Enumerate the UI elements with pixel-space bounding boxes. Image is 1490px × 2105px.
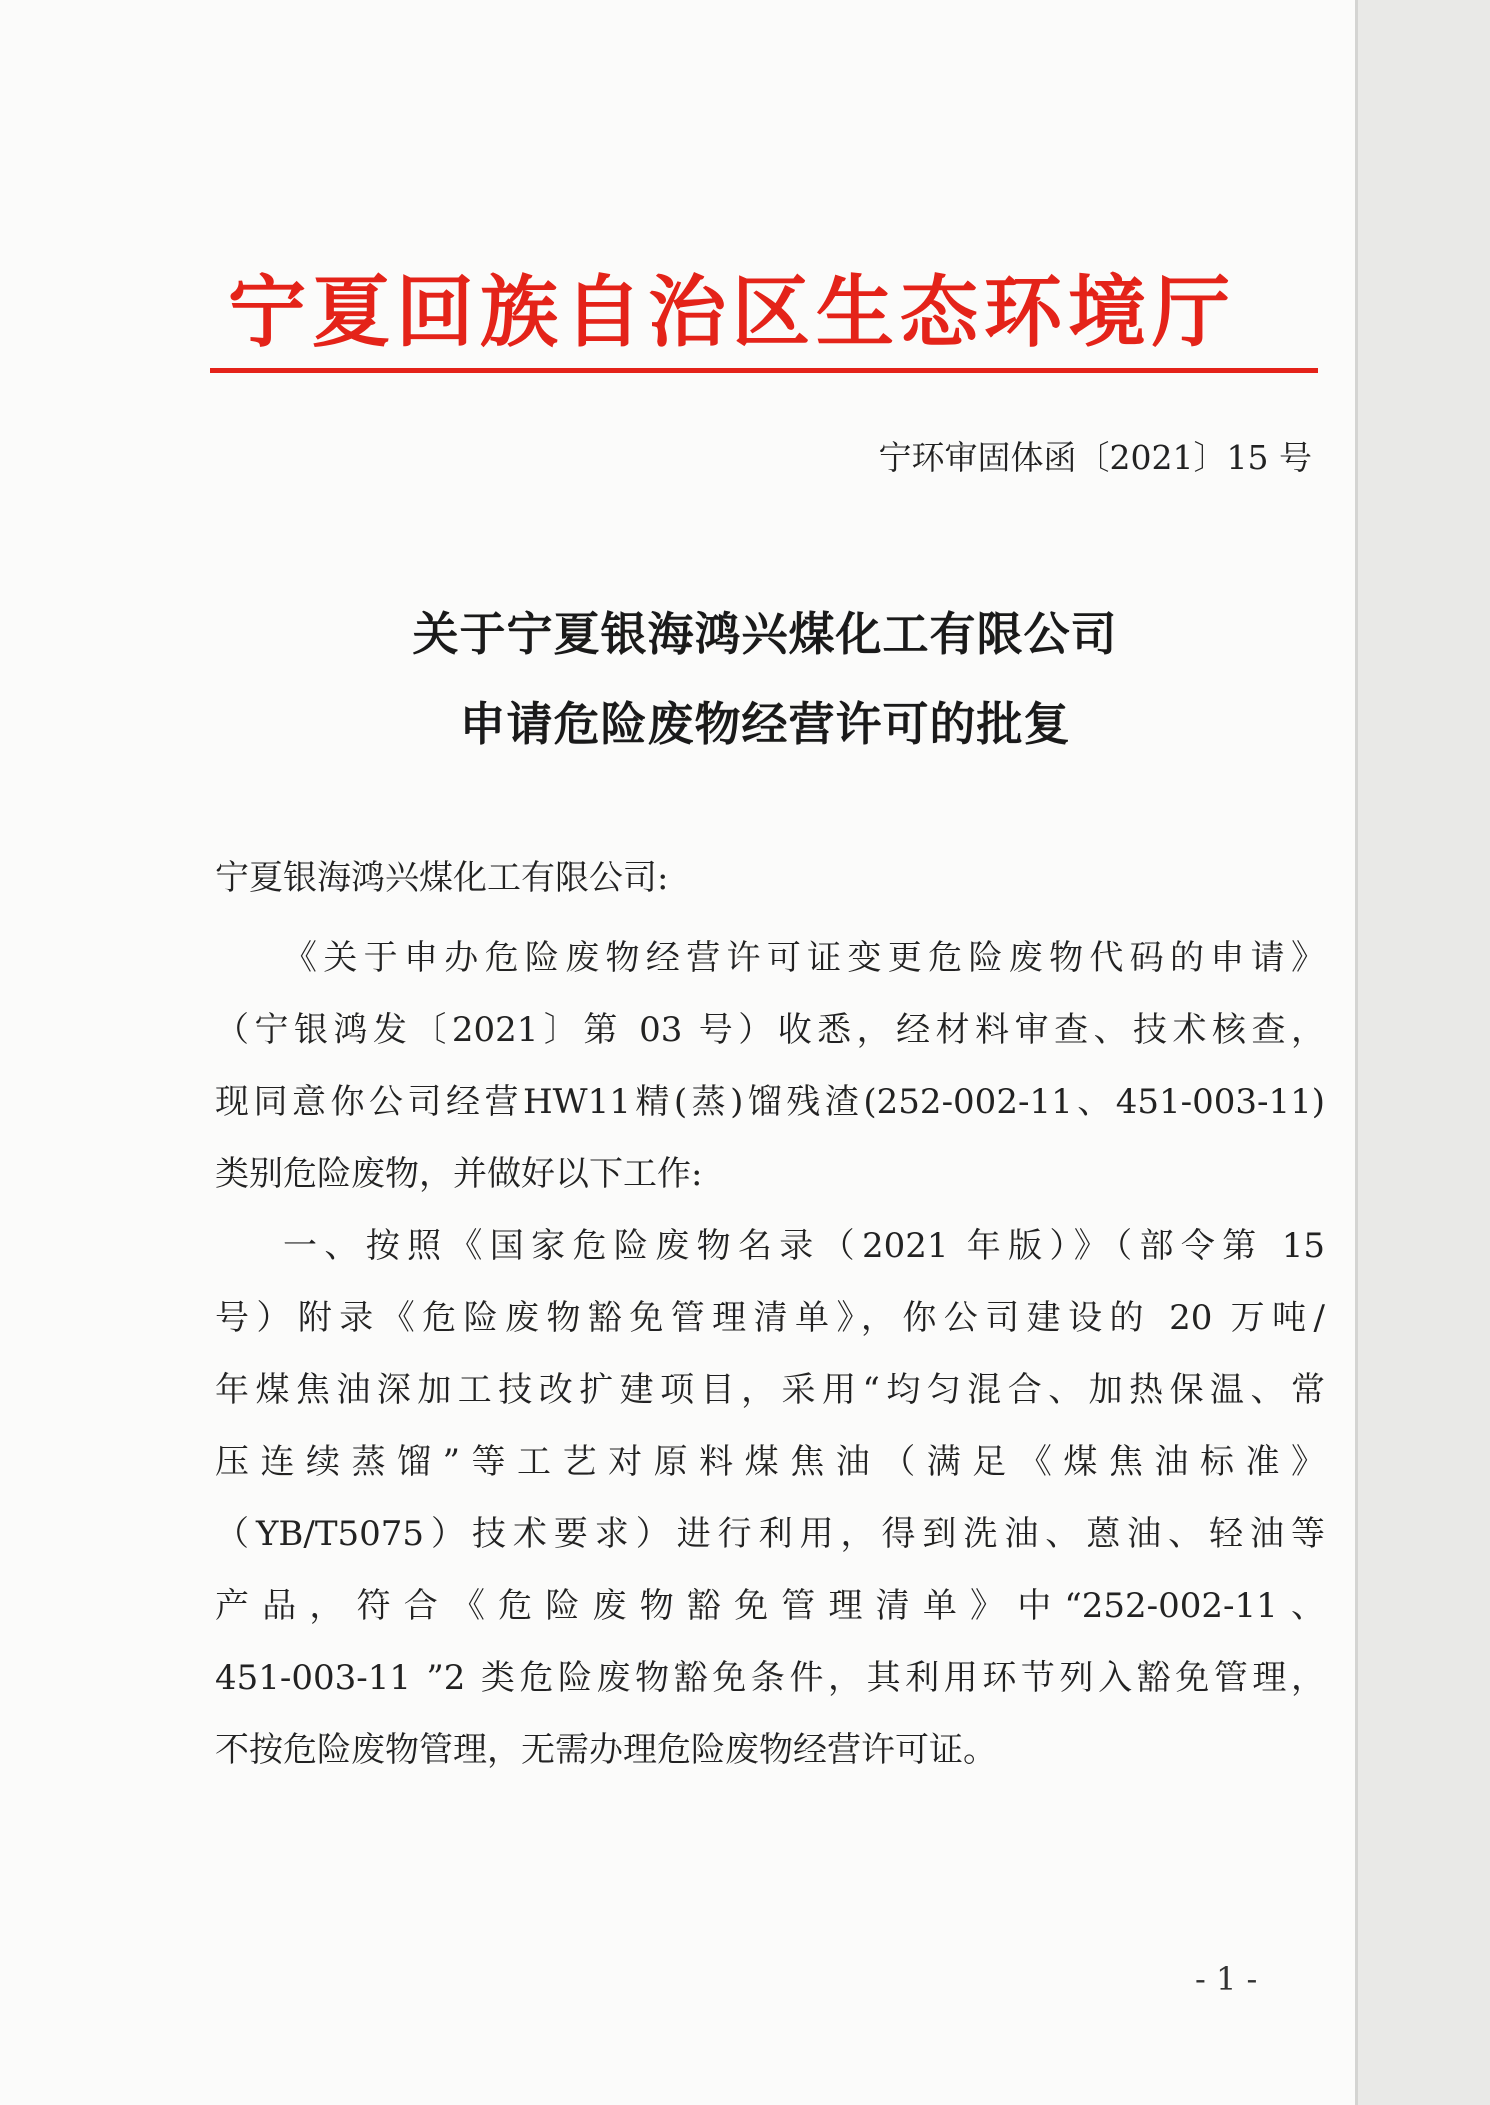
document-title-line-1: 关于宁夏银海鸿兴煤化工有限公司 (412, 607, 1118, 661)
header-red-rule (210, 368, 1318, 373)
body-line: （YB/T5075）技术要求）进行利用，得到洗油、蒽油、轻油等 (215, 1514, 1325, 1554)
body-line: 产品，符合《危险废物豁免管理清单》中“252-002-11、 (215, 1586, 1325, 1626)
document-number: 宁环审固体函〔2021〕15 号 (878, 438, 1312, 477)
body-line: 一、按照《国家危险废物名录（2021 年版）》（部令第 15 (283, 1226, 1325, 1266)
body-line: （宁银鸿发〔2021〕第 03 号）收悉，经材料审查、技术核查， (215, 1010, 1325, 1050)
body-line: 号）附录《危险废物豁免管理清单》，你公司建设的 20 万吨/ (215, 1298, 1325, 1338)
page-edge (1355, 0, 1358, 2105)
body-line: 现同意你公司经营HW11精(蒸)馏残渣(252-002-11、451-003-11) (215, 1082, 1325, 1122)
body-line: 451-003-11 ”2 类危险废物豁免条件，其利用环节列入豁免管理， (215, 1658, 1325, 1698)
body-line: 《关于申办危险废物经营许可证变更危险废物代码的申请》 (283, 938, 1325, 978)
addressee: 宁夏银海鸿兴煤化工有限公司: (215, 858, 669, 898)
document-title-line-2: 申请危险废物经营许可的批复 (459, 697, 1071, 751)
body-line: 年煤焦油深加工技改扩建项目，采用“均匀混合、加热保温、常 (215, 1370, 1325, 1410)
issuing-authority-header: 宁夏回族自治区生态环境厅 (228, 268, 1237, 358)
body-line: 不按危险废物管理，无需办理危险废物经营许可证。 (215, 1730, 997, 1770)
body-line: 类别危险废物，并做好以下工作: (215, 1154, 703, 1194)
page-number: - 1 - (1195, 1960, 1258, 1998)
document-body (215, 922, 1325, 1786)
body-line: 压连续蒸馏”等工艺对原料煤焦油（满足《煤焦油标准》 (215, 1442, 1325, 1482)
